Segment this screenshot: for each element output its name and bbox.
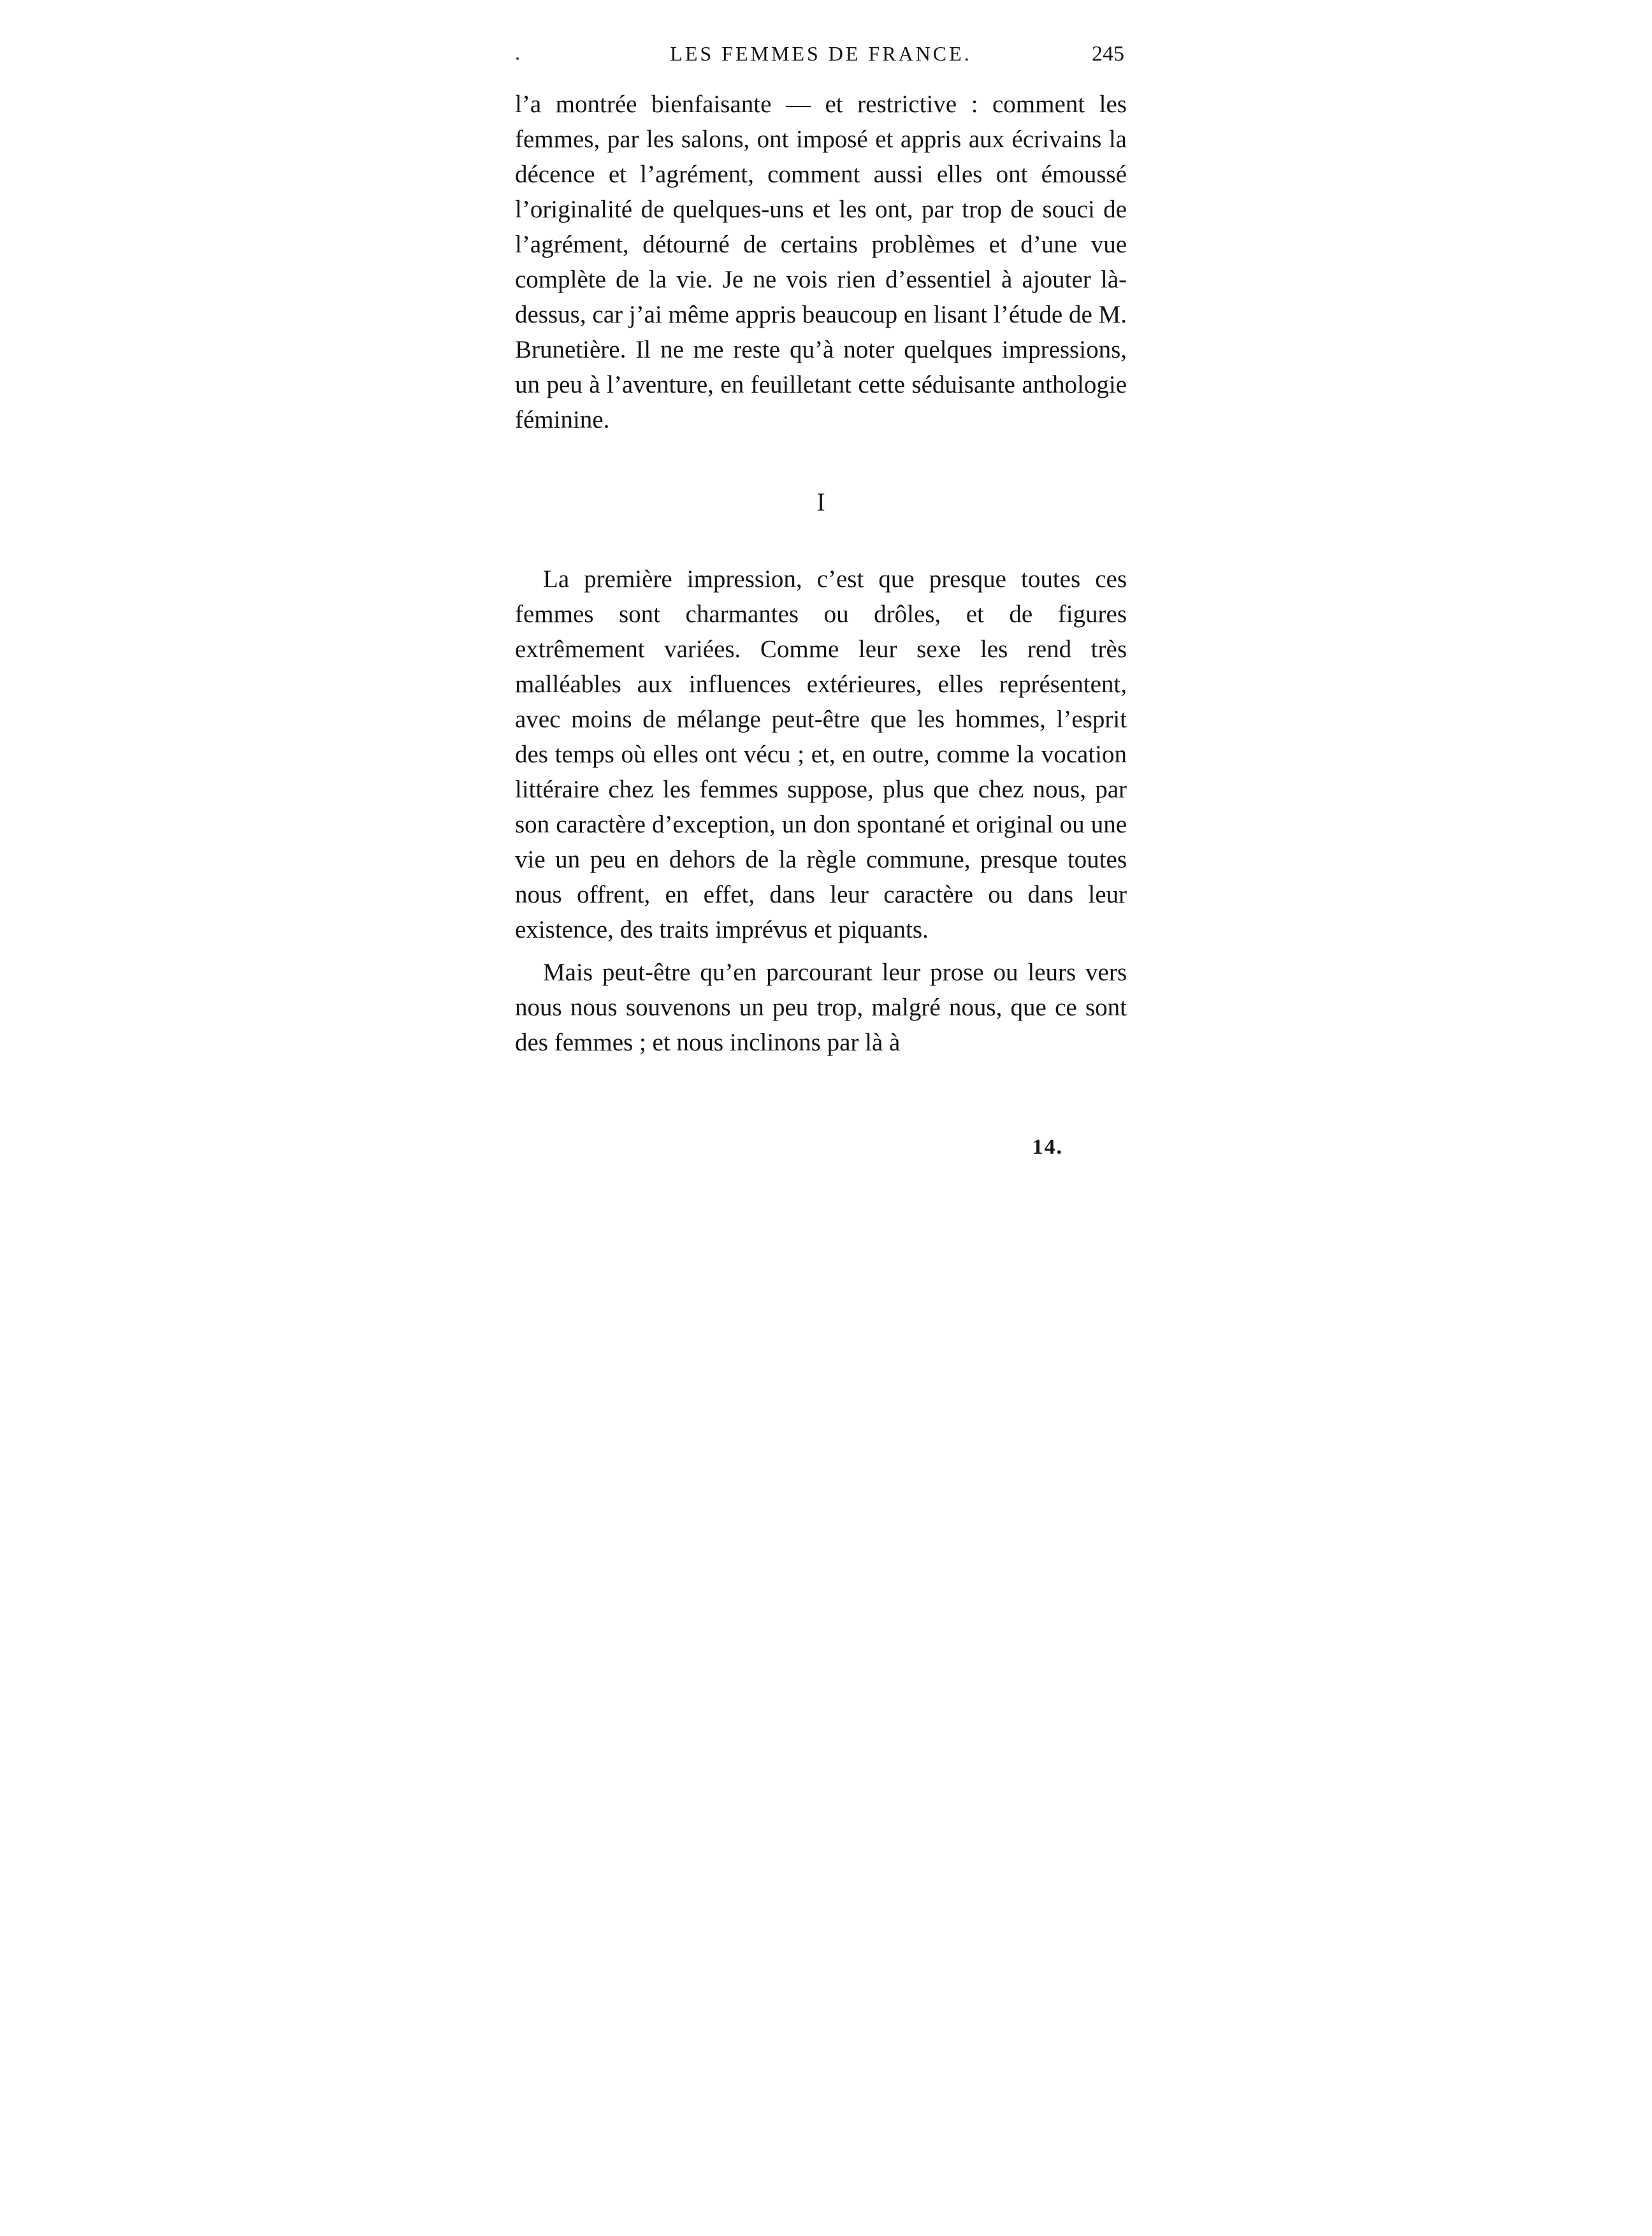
paragraph: Mais peut-être qu’en parcourant leur prose ou leurs vers nous nous souvenons un peu trop, malgré nous, que ce sont des femmes ; et nous inclinons par là à (515, 959, 1127, 1056)
section-heading: I (816, 488, 825, 516)
running-header (515, 38, 1127, 76)
running-title: LES FEMMES DE FRANCE. (670, 42, 972, 65)
paragraph: La première impression, c’est que presque toutes ces femmes sont charmantes ou drôles, et de figures extrêmement variées. Comme leur sexe les rend très malléables aux influences extérieures, elles représentent, avec moins de mélange peut-être que les hommes, l’esprit des temps où elles ont vécu ; et, en outre, comme la vocation littéraire chez les femmes suppose, plus que chez nous, par son caractère d’exception, un don spontané et original ou une vie un peu en dehors de la règle commune, presque toutes nous offrent, en effet, dans leur caractère ou dans leur existence, des traits imprévus et piquants. (515, 565, 1127, 943)
page-number: 245 (1092, 42, 1124, 66)
signature-mark: 14. (1032, 1135, 1063, 1159)
text-block (515, 38, 1127, 1159)
paragraph-continued: l’a montrée bienfaisante — et restrictive : comment les femmes, par les salons, ont imposé et appris aux écrivains la décence et l’agrément, comment aussi elles ont émoussé l’originalité de quelques-uns et les ont, par trop de souci de l’agrément, détourné de certains problèmes et d’une vue complète de la vie. Je ne vois rien d’essentiel à ajouter là-dessus, car j’ai même appris beaucoup en lisant l’étude de M. Brunetière. Il ne me reste qu’à noter quelques impressions, un peu à l’aventure, en feuilletant cette séduisante anthologie féminine. (515, 91, 1127, 433)
